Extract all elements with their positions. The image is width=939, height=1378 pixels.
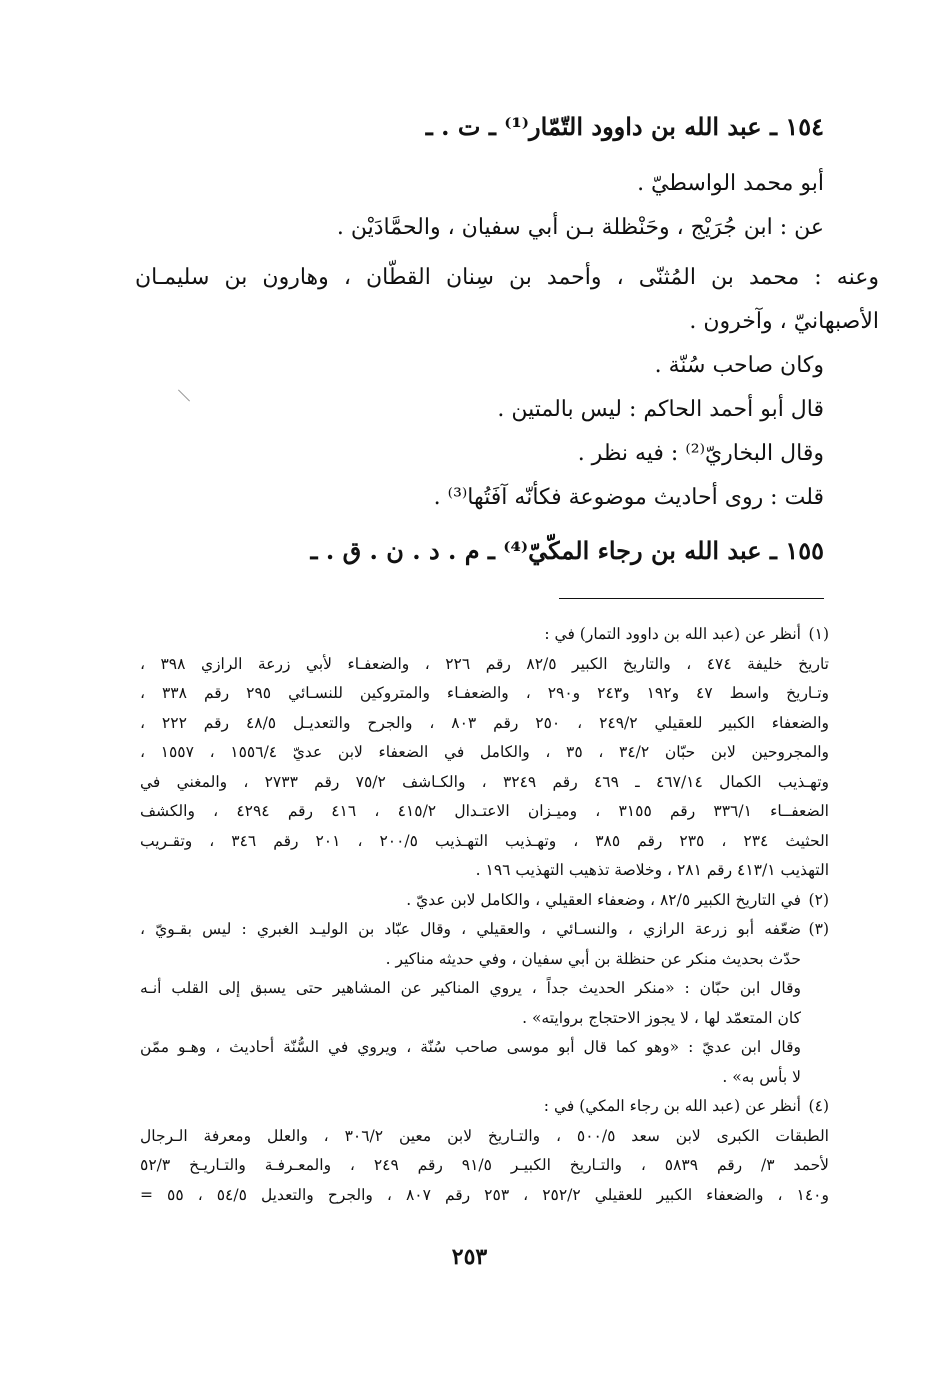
entry-154-students-cont: الأصبهانيّ ، وآخرون . — [689, 309, 879, 334]
entry-154-sunnah: وكان صاحب سُنّة . — [654, 353, 824, 378]
footnote-3-line: لا بأس به» . — [722, 1067, 801, 1086]
footnote-4-line: الطبقات الكبرى لابن سعد ٥٠٠/٥ ، والتـاريخ لابن معين ٣٠٦/٢ ، والعلل ومعرفة الـرجال — [140, 1126, 829, 1145]
footnote-4-line: لأحمد ٣/ رقم ٥٨٣٩ ، والتـاريخ الكبيـر ٩١/٥ رقم ٢٤٩ ، والمعـرفـة والتـاريـخ ٥٢/٣ — [140, 1156, 829, 1174]
entry-154-hakim: قال أبو أحمد الحاكم : ليس بالمتين . — [497, 397, 824, 422]
footnote-1-number: (١) — [808, 625, 829, 643]
footnote-3-line: كان المتعمّد لها ، لا يجوز الاحتجاج بروايته» . — [522, 1008, 801, 1027]
footnote-1-line: وتهـذيب الكمال ٤٦٧/١٤ ـ ٤٦٩ رقم ٣٢٤٩ ، والكـاشف ٧٥/٢ رقم ٢٧٣٣ ، والمغني في — [140, 772, 829, 791]
entry-154-teachers: عن : ابن جُرَيْج ، وحَنْظلة بـن أبي سفيان ، والحمَّادَيْن . — [336, 215, 824, 240]
footnote-1-heading: (١)أنظر عن (عبد الله بن داوود التمار) في : — [140, 620, 829, 650]
footnote-3-number: (٣) — [808, 920, 829, 938]
entry-154-bukhari: وقال البخاريّ⁽²⁾ : فيه نظر . — [577, 441, 824, 466]
footnote-1-line: والمجروحين لابن حبّان ٣٤/٢ ، ٣٥ ، والكامل في الضعفاء لابن عديّ ١٥٥٦/٤ ، ١٥٥٧ ، — [140, 743, 830, 761]
entry-155-heading: ١٥٥ ـ عبد الله بن رجاء المكّيّ⁽⁴⁾ ـ م . د . ن . ق . ـ — [310, 536, 824, 565]
main-text — [135, 102, 879, 576]
footnote-2: (٢)في التاريخ الكبير ٨٢/٥ ، وضعفاء العقيلي ، والكامل لابن عديّ . — [140, 886, 829, 916]
entry-154-heading: ١٥٤ ـ عبد الله بن داوود التّمّار⁽¹⁾ ـ ت . ـ — [425, 112, 824, 141]
footnote-4-line: و١٤٠ ، والضعفاء الكبير للعقيلي ٢٥٢/٢ ، ٢٥٣ رقم ٨٠٧ ، والجرح والتعديل ٥٤/٥ ، ٥٥ = — [140, 1185, 829, 1204]
footnotes — [140, 620, 829, 1210]
entry-154-students: وعنه : محمد بن المُثنّى ، وأحمد بن سِنان القطّان ، وهارون بن سليمـان — [135, 265, 879, 290]
footnote-3-line: وقال ابن عديّ : «وهو كما قال أبو موسى صاحب سُنّة ، ويروي في السُّنّة أحاديث ، وهـو ممّن — [140, 1038, 801, 1056]
footnote-separator — [559, 598, 824, 599]
footnote-3-line: (٣)ضعّفه أبو زرعة الرازي ، والنسـائي ، والعقيلي ، وقال عبّاد بن الوليـد الغبري : ليس بقـويّ ، — [140, 915, 829, 945]
footnote-4-number: (٤) — [808, 1097, 829, 1115]
footnote-1-line: الضعفــاء ٣٣٦/١ رقم ٣١٥٥ ، وميـزان الاعتـدال ٤١٥/٢ ، ٤١٦ رقم ٤٢٩٤ ، والكشف — [140, 802, 829, 820]
footnote-3-line: حدّث بحديث منكر عن حنظلة بن أبي سفيان ، وفي حديثه مناكير . — [385, 949, 801, 968]
footnote-1-line: وتـاريخ واسط ٤٧ و١٩٢ و٢٤٣ و٢٩٠ ، والضعفـاء والمتروكين للنسـائي ٢٩٥ رقم ٣٣٨ ، — [140, 684, 830, 702]
footnote-2-number: (٢) — [808, 890, 829, 909]
footnote-1-line: الحثيث ٢٣٤ ، ٢٣٥ رقم ٣٨٥ ، وتهـذيب التهـذيب ٢٠٠/٥ ، ٢٠١ رقم ٣٤٦ ، وتقـريب — [140, 831, 829, 850]
footnote-1-line: تاريخ خليفة ٤٧٤ ، والتاريخ الكبير ٨٢/٥ رقم ٢٢٦ ، والضعفـاء لأبي زرعة الرازي ٣٩٨ ، — [140, 654, 829, 673]
page-number: ٢٥٣ — [451, 1244, 488, 1270]
footnote-4-heading: (٤)أنظر عن (عبد الله بن رجاء المكي) في : — [140, 1092, 829, 1122]
footnote-1-line: والضعفاء الكبير للعقيلي ٢٤٩/٢ ، ٢٥٠ رقم ٨٠٣ ، والجرح والتعديـل ٤٨/٥ رقم ٢٢٢ ، — [140, 713, 830, 732]
entry-154-kunya: أبو محمد الواسطيّ . — [637, 171, 824, 196]
entry-154-author-note: قلت : روى أحاديث موضوعة فكأنّه آفَتُها⁽³⁾ . — [433, 485, 824, 510]
footnote-1-line-last: التهذيب ٤١٣/١ رقم ٢٨١ ، وخلاصة تذهيب التهذيب ١٩٦ . — [475, 861, 829, 879]
footnote-3-line: وقال ابن حبّان : «منكر الحديث جداً ، يروي المناكير عن المشاهير حتى يسبق إلى القلب أنـه — [140, 979, 801, 997]
